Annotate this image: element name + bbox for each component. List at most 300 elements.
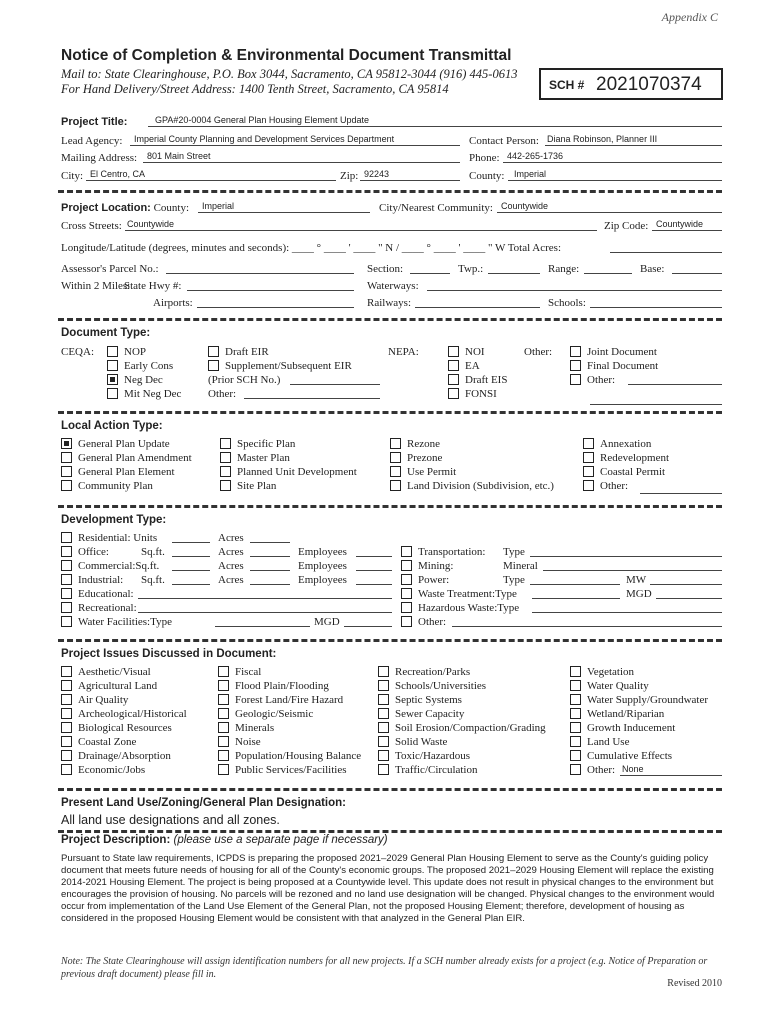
issue-option-item[interactable] — [218, 721, 274, 735]
project-title-label: Project Title: — [61, 116, 128, 128]
issue-option-item[interactable] — [378, 693, 462, 707]
issue-option-item[interactable] — [570, 707, 664, 721]
issue-option-label: Aesthetic/Visual — [78, 666, 151, 678]
railways-label: Railways: — [367, 297, 411, 309]
waste-type-field[interactable] — [532, 586, 620, 599]
local-action-option-checkbox[interactable] — [390, 466, 401, 477]
issue-option-item[interactable] — [61, 735, 136, 749]
issue-option-item[interactable] — [61, 707, 187, 721]
local-action-option-label: Annexation — [600, 438, 652, 450]
lead-agency-field[interactable] — [130, 133, 460, 146]
hazardous-type-field[interactable] — [532, 600, 722, 613]
sch-box — [539, 68, 723, 100]
local-action-option-checkbox[interactable] — [583, 480, 594, 491]
issue-option-item[interactable] — [61, 763, 145, 777]
mailing-field[interactable] — [143, 150, 460, 163]
issue-option-label: Fiscal — [235, 666, 262, 678]
transportation-label: Transportation: — [418, 546, 486, 558]
local-action-option-item[interactable] — [583, 479, 628, 493]
issue-option-item[interactable] — [570, 679, 649, 693]
location-zip-value: Countywide — [656, 219, 704, 229]
issues-other-field[interactable] — [620, 763, 722, 776]
residential-acres-label: Acres — [218, 532, 244, 544]
issue-option-item[interactable] — [570, 749, 672, 763]
other-doc-option-item[interactable] — [570, 373, 615, 387]
nepa-option-checkbox[interactable] — [448, 360, 459, 371]
cross-streets-field[interactable] — [125, 218, 597, 231]
local-action-option-label: Land Division (Subdivision, etc.) — [407, 480, 554, 492]
issue-option-item[interactable] — [218, 679, 329, 693]
other-doc-option-checkbox[interactable] — [570, 360, 581, 371]
issue-option-label: Air Quality — [78, 694, 129, 706]
footer-note: Note: The State Clearinghouse will assign identification numbers for all new projects. If a SCH number already exists for a project (e.g. Notice of Preparation or previous draft document) please fill in. — [61, 956, 708, 980]
issue-option-checkbox[interactable] — [378, 680, 389, 691]
issue-option-checkbox[interactable] — [61, 764, 72, 775]
local-action-option-checkbox[interactable] — [61, 480, 72, 491]
lead-agency-value: Imperial County Planning and Development Services Department — [134, 134, 395, 144]
local-action-other-field[interactable] — [640, 481, 722, 494]
nepa-label: NEPA: — [388, 346, 419, 358]
issue-option-checkbox[interactable] — [218, 736, 229, 747]
ceqa-option-checkbox[interactable] — [107, 360, 118, 371]
issue-option-label: Biological Resources — [78, 722, 172, 734]
local-action-option-checkbox[interactable] — [583, 466, 594, 477]
mining-checkbox[interactable] — [401, 560, 412, 571]
issue-option-item[interactable] — [570, 763, 615, 777]
local-action-option-item[interactable] — [583, 451, 669, 465]
other-doc-option-checkbox[interactable] — [570, 374, 581, 385]
issue-option-checkbox[interactable] — [570, 694, 581, 705]
hand-delivery: For Hand Delivery/Street Address: 1400 Tenth Street, Sacramento, CA 95814 — [61, 82, 449, 96]
commercial-acres-field[interactable] — [250, 558, 290, 571]
issue-option-label: Population/Housing Balance — [235, 750, 362, 762]
local-action-option-checkbox[interactable] — [61, 466, 72, 477]
issue-option-checkbox[interactable] — [570, 722, 581, 733]
issue-option-item[interactable] — [61, 721, 172, 735]
industrial-employees-label: Employees — [298, 574, 347, 586]
issue-option-item[interactable] — [218, 749, 361, 763]
issue-option-label: Solid Waste — [395, 736, 448, 748]
local-action-option-item[interactable] — [583, 465, 665, 479]
issue-option-checkbox[interactable] — [378, 708, 389, 719]
local-action-heading: Local Action Type: — [61, 420, 163, 432]
waste-treatment-label: Waste Treatment:Type — [418, 588, 517, 600]
description-note: (please use a separate page if necessary) — [173, 834, 388, 846]
other-doc-option-item[interactable] — [570, 359, 658, 373]
office-acres-field[interactable] — [250, 544, 290, 557]
nepa-option-item[interactable] — [448, 387, 497, 401]
issue-option-item[interactable] — [61, 679, 157, 693]
commercial-sqft-field[interactable] — [172, 558, 210, 571]
residential-checkbox[interactable] — [61, 532, 72, 543]
issue-option-checkbox[interactable] — [218, 750, 229, 761]
issue-option-checkbox[interactable] — [218, 666, 229, 677]
nepa-option-checkbox[interactable] — [448, 346, 459, 357]
local-action-option-item[interactable] — [220, 437, 295, 451]
community-field[interactable] — [497, 200, 722, 213]
local-action-option-item[interactable] — [220, 479, 276, 493]
nepa-option-item[interactable] — [448, 373, 507, 387]
zip-label: Zip: — [340, 170, 359, 182]
divider — [58, 190, 722, 193]
ceqa-other-field[interactable] — [244, 386, 380, 399]
transportation-type-field[interactable] — [530, 544, 722, 557]
industrial-sqft-label: Sq.ft. — [141, 574, 165, 586]
issue-option-checkbox[interactable] — [218, 694, 229, 705]
power-mw-field[interactable] — [650, 572, 722, 585]
waste-mgd-label: MGD — [626, 588, 652, 600]
issue-option-checkbox[interactable] — [570, 750, 581, 761]
issue-option-checkbox[interactable] — [218, 722, 229, 733]
hwy-label: State Hwy #: — [124, 280, 182, 292]
issue-option-label: Economic/Jobs — [78, 764, 146, 776]
local-action-option-label: Redevelopment — [600, 452, 670, 464]
local-action-option-label: General Plan Update — [78, 438, 170, 450]
power-type-label: Type — [503, 574, 525, 586]
commercial-employees-field[interactable] — [356, 558, 392, 571]
local-action-option-label: General Plan Amendment — [78, 452, 192, 464]
mineral-field[interactable] — [543, 558, 722, 571]
mailing-label: Mailing Address: — [61, 152, 138, 164]
ceqa-option-label: NOP — [124, 346, 147, 358]
issue-option-label: Coastal Zone — [78, 736, 137, 748]
ceqa-option-item[interactable] — [107, 373, 163, 387]
local-action-option-label: Planned Unit Development — [237, 466, 357, 478]
transportation-type-label: Type — [503, 546, 525, 558]
ceqa-option-checkbox[interactable] — [208, 360, 219, 371]
issue-option-item[interactable] — [61, 665, 151, 679]
issue-option-checkbox[interactable] — [378, 736, 389, 747]
hazardous-waste-checkbox[interactable] — [401, 602, 412, 613]
residential-acres-field[interactable] — [250, 530, 290, 543]
mining-label: Mining: — [418, 560, 454, 572]
water-mgd-label: MGD — [314, 616, 340, 628]
cross-streets-label: Cross Streets: — [61, 220, 122, 232]
issue-option-checkbox[interactable] — [61, 750, 72, 761]
local-action-option-label: General Plan Element — [78, 466, 175, 478]
issue-option-label: Sewer Capacity — [395, 708, 465, 720]
project-title-field[interactable] — [148, 114, 722, 127]
issue-option-checkbox[interactable] — [570, 680, 581, 691]
nepa-option-label: Draft EIS — [465, 374, 508, 386]
local-action-option-checkbox[interactable] — [220, 466, 231, 477]
local-action-option-label: Other: — [600, 480, 629, 492]
city-value: El Centro, CA — [90, 169, 146, 179]
issue-option-label: Other: — [587, 764, 616, 776]
water-type-field[interactable] — [215, 614, 310, 627]
issue-option-label: Noise — [235, 736, 261, 748]
sch-label: SCH # — [549, 78, 585, 92]
industrial-checkbox[interactable] — [61, 574, 72, 585]
other-doc-option-label: Other: — [587, 374, 616, 386]
ceqa-option-item[interactable] — [107, 359, 173, 373]
local-action-option-label: Master Plan — [237, 452, 290, 464]
issue-option-item[interactable] — [570, 693, 708, 707]
local-action-option-item[interactable] — [583, 437, 651, 451]
nepa-option-checkbox[interactable] — [448, 374, 459, 385]
industrial-acres-field[interactable] — [250, 572, 290, 585]
issue-option-checkbox[interactable] — [61, 708, 72, 719]
twp-label: Twp.: — [458, 263, 484, 275]
ceqa-option-item[interactable] — [208, 345, 269, 359]
within-label: Within 2 Miles: — [61, 280, 131, 292]
ceqa-option-label: Neg Dec — [124, 374, 163, 386]
city-field[interactable] — [86, 168, 336, 181]
schools-label: Schools: — [548, 297, 586, 309]
issue-option-checkbox[interactable] — [570, 708, 581, 719]
issue-option-label: Geologic/Seismic — [235, 708, 314, 720]
phone-field[interactable] — [503, 150, 722, 163]
nepa-option-item[interactable] — [448, 345, 485, 359]
location-row — [61, 201, 189, 215]
issue-option-checkbox[interactable] — [378, 722, 389, 733]
local-action-option-item[interactable] — [390, 451, 442, 465]
power-checkbox[interactable] — [401, 574, 412, 585]
issue-option-label: Flood Plain/Flooding — [235, 680, 329, 692]
industrial-sqft-field[interactable] — [172, 572, 210, 585]
water-mgd-field[interactable] — [344, 614, 392, 627]
description-heading-row — [61, 833, 388, 847]
issue-option-label: Wetland/Riparian — [587, 708, 665, 720]
waterways-label: Waterways: — [367, 280, 419, 292]
hazardous-waste-label: Hazardous Waste:Type — [418, 602, 520, 614]
issue-option-checkbox[interactable] — [61, 680, 72, 691]
other-doc-option-checkbox[interactable] — [570, 346, 581, 357]
local-action-option-item[interactable] — [390, 437, 440, 451]
power-label: Power: — [418, 574, 450, 586]
issue-option-checkbox[interactable] — [61, 694, 72, 705]
issue-option-label: Water Quality — [587, 680, 649, 692]
ceqa-option-label: Draft EIR — [225, 346, 269, 358]
other-doc-option-item[interactable] — [570, 345, 657, 359]
local-action-option-checkbox[interactable] — [390, 480, 401, 491]
residential-units-field[interactable] — [172, 530, 210, 543]
recreational-field[interactable] — [138, 600, 392, 613]
location-zip-field[interactable] — [652, 218, 722, 231]
issues-other-value: None — [622, 764, 644, 774]
issue-option-item[interactable] — [378, 721, 546, 735]
contact-field[interactable] — [545, 133, 722, 146]
local-action-option-item[interactable] — [220, 465, 357, 479]
issue-option-item[interactable] — [218, 763, 347, 777]
waterways-field[interactable] — [427, 278, 722, 291]
issue-option-label: Drainage/Absorption — [78, 750, 171, 762]
issue-option-item[interactable] — [218, 735, 261, 749]
office-employees-field[interactable] — [356, 544, 392, 557]
dev-other-field[interactable] — [452, 614, 722, 627]
section-field[interactable] — [410, 261, 450, 274]
dev-other-label: Other: — [418, 616, 447, 628]
office-label: Office: — [78, 546, 109, 558]
ceqa-option-checkbox[interactable] — [107, 374, 118, 385]
educational-field[interactable] — [138, 586, 392, 599]
mail-to: Mail to: State Clearinghouse, P.O. Box 3044, Sacramento, CA 95812-3044 (916) 445-0613 — [61, 67, 518, 81]
educational-checkbox[interactable] — [61, 588, 72, 599]
issue-option-checkbox[interactable] — [61, 736, 72, 747]
issue-option-item[interactable] — [378, 665, 470, 679]
base-label: Base: — [640, 263, 665, 275]
waste-mgd-field[interactable] — [656, 586, 722, 599]
local-action-option-item[interactable] — [61, 479, 153, 493]
section-label: Section: — [367, 263, 404, 275]
total-acres-field[interactable] — [610, 240, 722, 253]
nepa-option-label: EA — [465, 360, 480, 372]
commercial-employees-label: Employees — [298, 560, 347, 572]
issue-option-item[interactable] — [378, 749, 470, 763]
latlong-label: Longitude/Latitude (degrees, minutes and seconds): ____ ° ____ ' ____ " N / ____ ° ____ ' ____ " W Total Acres: — [61, 242, 562, 254]
issue-option-item[interactable] — [570, 721, 675, 735]
divider — [58, 505, 722, 508]
other-doc-field-2[interactable] — [590, 392, 722, 405]
divider — [58, 318, 722, 321]
divider — [58, 788, 722, 791]
railways-field[interactable] — [415, 295, 540, 308]
description-heading: Project Description: — [61, 834, 171, 846]
waste-treatment-checkbox[interactable] — [401, 588, 412, 599]
base-field[interactable] — [672, 261, 722, 274]
local-action-option-checkbox[interactable] — [583, 452, 594, 463]
prior-sch-label: (Prior SCH No.) — [208, 374, 281, 386]
local-action-option-checkbox[interactable] — [220, 480, 231, 491]
ceqa-option-checkbox[interactable] — [107, 346, 118, 357]
industrial-employees-field[interactable] — [356, 572, 392, 585]
community-value: Countywide — [501, 201, 549, 211]
project-title-row — [61, 115, 127, 129]
cross-streets-value: Countywide — [127, 219, 175, 229]
nepa-option-label: FONSI — [465, 388, 497, 400]
issue-option-checkbox[interactable] — [218, 764, 229, 775]
issue-option-checkbox[interactable] — [378, 764, 389, 775]
other-doc-option-label: Joint Document — [587, 346, 657, 358]
local-action-option-checkbox[interactable] — [220, 452, 231, 463]
issue-option-checkbox[interactable] — [570, 736, 581, 747]
other-doc-field[interactable] — [628, 372, 722, 385]
range-field[interactable] — [584, 261, 632, 274]
issue-option-checkbox[interactable] — [378, 750, 389, 761]
nepa-option-label: NOI — [465, 346, 485, 358]
ceqa-option-item[interactable] — [107, 345, 146, 359]
issue-option-item[interactable] — [378, 679, 486, 693]
local-action-option-checkbox[interactable] — [390, 452, 401, 463]
transportation-checkbox[interactable] — [401, 546, 412, 557]
issue-option-item[interactable] — [218, 693, 343, 707]
zip-field[interactable] — [360, 168, 460, 181]
issue-option-label: Vegetation — [587, 666, 635, 678]
issue-option-label: Schools/Universities — [395, 680, 487, 692]
commercial-checkbox[interactable] — [61, 560, 72, 571]
local-action-option-label: Prezone — [407, 452, 443, 464]
local-action-option-checkbox[interactable] — [61, 438, 72, 449]
local-action-option-item[interactable] — [61, 437, 170, 451]
land-use-heading: Present Land Use/Zoning/General Plan Designation: — [61, 797, 346, 809]
issue-option-item[interactable] — [570, 665, 634, 679]
local-action-option-checkbox[interactable] — [583, 438, 594, 449]
issue-option-item[interactable] — [218, 707, 313, 721]
local-action-option-checkbox[interactable] — [61, 452, 72, 463]
office-acres-label: Acres — [218, 546, 244, 558]
water-facilities-checkbox[interactable] — [61, 616, 72, 627]
location-county-label: County: — [153, 202, 190, 214]
local-action-option-item[interactable] — [61, 465, 175, 479]
dev-other-checkbox[interactable] — [401, 616, 412, 627]
local-action-option-item[interactable] — [220, 451, 290, 465]
phone-label: Phone: — [469, 152, 500, 164]
city-label: City: — [61, 170, 84, 182]
issue-option-label: Public Services/Facilities — [235, 764, 347, 776]
issue-option-item[interactable] — [570, 735, 629, 749]
office-employees-label: Employees — [298, 546, 347, 558]
issue-option-item[interactable] — [378, 735, 447, 749]
sch-number: 2021070374 — [596, 74, 702, 95]
airports-field[interactable] — [197, 295, 354, 308]
local-action-option-item[interactable] — [61, 451, 192, 465]
issue-option-item[interactable] — [61, 749, 171, 763]
issue-option-checkbox[interactable] — [61, 666, 72, 677]
commercial-acres-label: Acres — [218, 560, 244, 572]
recreational-checkbox[interactable] — [61, 602, 72, 613]
hwy-field[interactable] — [187, 278, 354, 291]
issue-option-label: Soil Erosion/Compaction/Grading — [395, 722, 546, 734]
local-action-option-item[interactable] — [390, 479, 554, 493]
issue-option-item[interactable] — [61, 693, 128, 707]
contact-label: Contact Person: — [469, 135, 539, 147]
ceqa-option-checkbox[interactable] — [107, 388, 118, 399]
nepa-option-item[interactable] — [448, 359, 480, 373]
office-checkbox[interactable] — [61, 546, 72, 557]
local-action-option-item[interactable] — [390, 465, 456, 479]
office-sqft-field[interactable] — [172, 544, 210, 557]
ceqa-option-label: Early Cons — [124, 360, 174, 372]
issue-option-checkbox[interactable] — [378, 666, 389, 677]
local-action-option-checkbox[interactable] — [390, 438, 401, 449]
schools-field[interactable] — [590, 295, 722, 308]
location-zip-label: Zip Code: — [604, 220, 649, 232]
county-field[interactable] — [508, 168, 722, 181]
issue-option-checkbox[interactable] — [570, 764, 581, 775]
doc-type-heading: Document Type: — [61, 327, 151, 339]
location-county-value: Imperial — [202, 201, 235, 211]
issue-option-label: Cumulative Effects — [587, 750, 673, 762]
twp-field[interactable] — [488, 261, 540, 274]
water-facilities-label: Water Facilities:Type — [78, 616, 172, 628]
local-action-option-label: Specific Plan — [237, 438, 296, 450]
recreational-label: Recreational: — [78, 602, 137, 614]
power-type-field[interactable] — [530, 572, 620, 585]
nepa-option-checkbox[interactable] — [448, 388, 459, 399]
location-county-field[interactable] — [198, 200, 370, 213]
issue-option-checkbox[interactable] — [218, 680, 229, 691]
issue-option-label: Archeological/Historical — [78, 708, 187, 720]
issue-option-label: Agricultural Land — [78, 680, 158, 692]
ceqa-option-item[interactable] — [208, 359, 352, 373]
parcel-field[interactable] — [166, 261, 354, 274]
issue-option-item[interactable] — [378, 707, 464, 721]
issue-option-checkbox[interactable] — [378, 694, 389, 705]
issue-option-label: Traffic/Circulation — [395, 764, 478, 776]
ceqa-option-checkbox[interactable] — [208, 346, 219, 357]
issue-option-item[interactable] — [378, 763, 478, 777]
local-action-option-checkbox[interactable] — [220, 438, 231, 449]
issue-option-checkbox[interactable] — [570, 666, 581, 677]
issue-option-checkbox[interactable] — [61, 722, 72, 733]
other-doc-label: Other: — [524, 346, 553, 358]
issue-option-item[interactable] — [218, 665, 261, 679]
issue-option-checkbox[interactable] — [218, 708, 229, 719]
issue-option-label: Land Use — [587, 736, 630, 748]
issue-option-label: Forest Land/Fire Hazard — [235, 694, 344, 706]
ceqa-option-item[interactable] — [107, 387, 181, 401]
prior-sch-field[interactable] — [290, 372, 380, 385]
